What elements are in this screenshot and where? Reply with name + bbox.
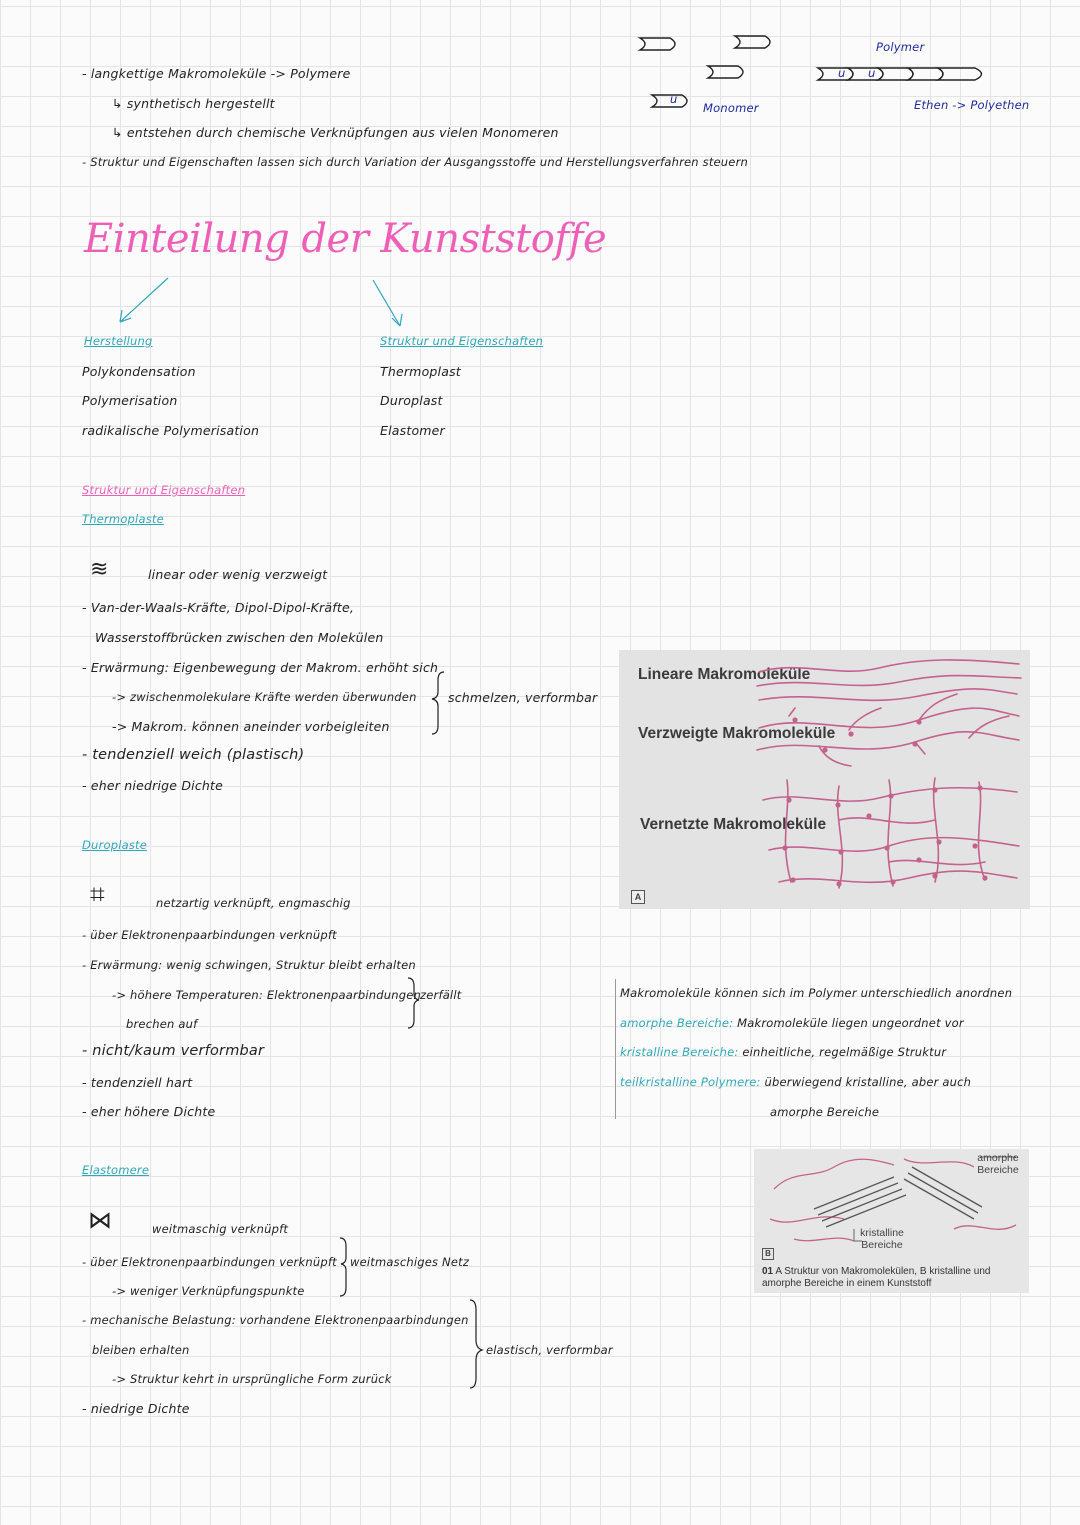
elastomer-line: -> Struktur kehrt in ursprüngliche Form zurück	[112, 1372, 392, 1386]
elastomer-structure: weitmaschig verknüpft	[152, 1222, 289, 1236]
duroplast-structure: netzartig verknüpft, engmaschig	[156, 896, 351, 910]
item-elastomer: Elastomer	[380, 423, 445, 438]
duroplast-symbol-icon: ⌗	[90, 880, 105, 910]
monomer-label: Monomer	[703, 101, 759, 115]
intro-line-synthetic: ↳ synthetisch hergestellt	[112, 96, 275, 111]
intro-line-structure: - Struktur und Eigenschaften lassen sich durch Variation der Ausgangsstoffe und Herstellungsverfahren steuern	[82, 155, 748, 169]
ethen-polyethen-label: Ethen -> Polyethen	[914, 98, 1030, 112]
thermoplast-line: - tendenziell weich (plastisch)	[82, 747, 305, 763]
intro-line-polymers: - langkettige Makromoleküle -> Polymere	[82, 66, 351, 81]
teil-desc: überwiegend kristalline, aber auch	[764, 1075, 972, 1089]
item-duroplast: Duroplast	[380, 393, 443, 408]
intro-line-monomers: ↳ entstehen durch chemische Verknüpfungen aus vielen Monomeren	[112, 125, 559, 140]
label-linear: Lineare Makromoleküle	[638, 666, 811, 683]
item-polymerisation: Polymerisation	[82, 393, 178, 408]
figure-caption	[762, 1266, 1024, 1290]
figure-macromolecule-structures	[619, 650, 1030, 909]
thermoplast-line: - Van-der-Waals-Kräfte, Dipol-Dipol-Kräfte,	[82, 600, 355, 615]
heading-duroplaste: Duroplaste	[82, 838, 148, 852]
heading-struktur-eigenschaften: Struktur und Eigenschaften	[380, 334, 544, 348]
duroplast-line: brechen auf	[126, 1017, 198, 1031]
elastomer-line: - mechanische Belastung: vorhandene Elektronenpaarbindungen	[82, 1313, 469, 1327]
duroplast-line: -> höhere Temperaturen: Elektronenpaarbindungen	[112, 988, 422, 1002]
arrangement-teilkristallin	[620, 1075, 971, 1089]
molecule-chains-drawing	[619, 650, 1030, 909]
unit-mark: u	[670, 92, 678, 106]
elastomer-line: bleiben erhalten	[92, 1343, 190, 1357]
krist-desc: einheitliche, regelmäßige Struktur	[742, 1045, 947, 1059]
label-kristalline-bereiche: kristalline Bereiche	[860, 1227, 904, 1251]
thermoplast-symbol-icon: ≋	[90, 557, 109, 582]
teil-term: teilkristalline Polymere:	[620, 1075, 761, 1089]
heading-herstellung: Herstellung	[84, 334, 153, 348]
label-crosslinked: Vernetzte Makromoleküle	[640, 816, 827, 833]
thermoplast-structure: linear oder wenig verzweigt	[148, 567, 328, 582]
thermoplast-line: Wasserstoffbrücken zwischen den Molekülen	[95, 630, 384, 645]
thermoplast-line: -> Makrom. können aneinder vorbeigleiten	[112, 719, 390, 734]
thermoplast-line: -> zwischenmolekulare Kräfte werden überwunden	[112, 690, 417, 704]
page-title: Einteilung der Kunststoffe	[84, 216, 607, 262]
duroplast-line: - über Elektronenpaarbindungen verknüpft	[82, 928, 337, 942]
duroplast-line: - eher höhere Dichte	[82, 1104, 216, 1119]
amorph-desc: Makromoleküle liegen ungeordnet vor	[737, 1016, 964, 1030]
label-amorphe-bereiche: amorphe Bereiche	[977, 1152, 1019, 1176]
figure-crystalline-amorphous	[754, 1149, 1029, 1293]
caption-number: 01	[762, 1266, 774, 1277]
item-polykondensation: Polykondensation	[82, 364, 196, 379]
amorph-term: amorphe Bereiche:	[620, 1016, 734, 1030]
heading-elastomere: Elastomere	[82, 1163, 150, 1177]
elastomer-brace-note: elastisch, verformbar	[486, 1343, 613, 1357]
duroplast-brace-note: zerfällt	[420, 988, 462, 1002]
heading-thermoplaste: Thermoplaste	[82, 512, 164, 526]
arrangement-kristallin	[620, 1045, 946, 1059]
polymer-label: Polymer	[876, 40, 925, 54]
section-heading: Struktur und Eigenschaften	[82, 483, 246, 497]
classification-arrows	[0, 0, 1080, 340]
krist-term: kristalline Bereiche:	[620, 1045, 739, 1059]
arrangement-amorph	[620, 1016, 964, 1030]
elastomer-brace-note: weitmaschiges Netz	[350, 1255, 470, 1269]
duroplast-line: - nicht/kaum verformbar	[82, 1043, 265, 1059]
thermoplast-brace-note: schmelzen, verformbar	[448, 690, 598, 705]
caption-text: A Struktur von Makromolekülen, B kristalline und amorphe Bereiche in einem Kunststoff	[762, 1266, 991, 1289]
item-radikalische-polymerisation: radikalische Polymerisation	[82, 423, 260, 438]
divider-line	[615, 979, 616, 1119]
label-branched: Verzweigte Makromoleküle	[638, 725, 836, 742]
figure-badge-b: B	[762, 1248, 774, 1260]
elastomer-line: - über Elektronenpaarbindungen verknüpft	[82, 1255, 337, 1269]
unit-mark: u	[838, 66, 846, 80]
figure-badge-a: A	[631, 890, 645, 904]
thermoplast-line: - eher niedrige Dichte	[82, 778, 224, 793]
duroplast-line: - Erwärmung: wenig schwingen, Struktur bleibt erhalten	[82, 958, 416, 972]
arrangement-intro: Makromoleküle können sich im Polymer unterschiedlich anordnen	[620, 986, 1013, 1000]
duroplast-line: - tendenziell hart	[82, 1075, 193, 1090]
elastomer-symbol-icon: ⋈	[88, 1206, 113, 1234]
thermoplast-line: - Erwärmung: Eigenbewegung der Makrom. erhöht sich	[82, 660, 439, 675]
item-thermoplast: Thermoplast	[380, 364, 461, 379]
elastomer-line: - niedrige Dichte	[82, 1401, 190, 1416]
unit-mark: u	[868, 66, 876, 80]
arrangement-teil-desc2: amorphe Bereiche	[770, 1105, 880, 1119]
elastomer-line: -> weniger Verknüpfungspunkte	[112, 1284, 305, 1298]
